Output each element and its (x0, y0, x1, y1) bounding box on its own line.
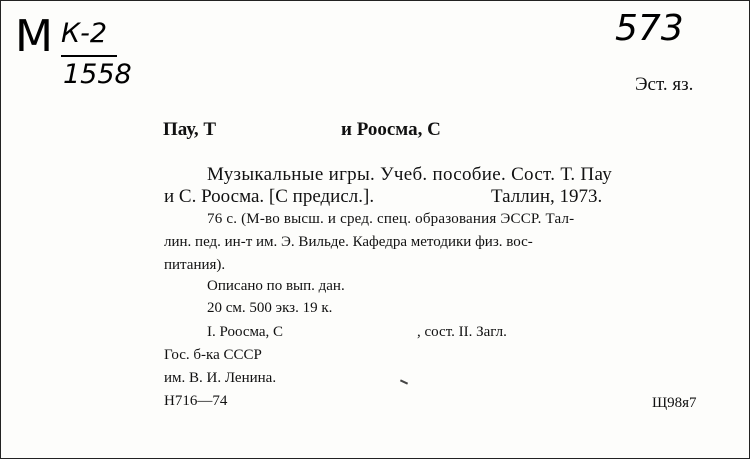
tracing-right: , сост. II. Загл. (417, 324, 507, 340)
handwritten-corner-number: 573 (615, 8, 684, 49)
library-line-1: Гос. б-ка СССР (164, 347, 262, 363)
handwritten-fraction-line (61, 55, 117, 57)
publisher-line-3: питания). (164, 257, 226, 273)
title-line-3: Таллин, 1973. (491, 186, 603, 207)
footer-left-code: Н716—74 (164, 393, 228, 409)
described-note: Описано по вып. дан. (207, 278, 345, 294)
author-second: и Роосма, С (341, 119, 441, 140)
publisher-line-2: лин. пед. ин-т им. Э. Вильде. Кафедра методики физ. вос- (164, 234, 533, 250)
tracing-left: I. Роосма, С (207, 324, 284, 340)
publisher-line-1: 76 с. (М-во высш. и сред. спец. образования ЭССР. Тал- (207, 211, 575, 227)
physical-description: 20 см. 500 экз. 19 к. (207, 300, 333, 316)
language-note: Эст. яз. (635, 74, 694, 95)
handwritten-letter: М (15, 11, 53, 62)
library-line-2: им. В. И. Ленина. (164, 370, 277, 386)
title-line-2: и С. Роосма. [С предисл.]. (164, 186, 375, 207)
title-line-1: Музыкальные игры. Учеб. пособие. Сост. Т. Пау (207, 164, 613, 185)
handwritten-code-bottom: 1558 (63, 59, 132, 90)
stray-mark (400, 379, 408, 384)
author-first: Пау, Т (163, 119, 217, 140)
handwritten-code-top: К-2 (61, 18, 108, 49)
footer-right-code: Щ98я7 (652, 395, 697, 411)
